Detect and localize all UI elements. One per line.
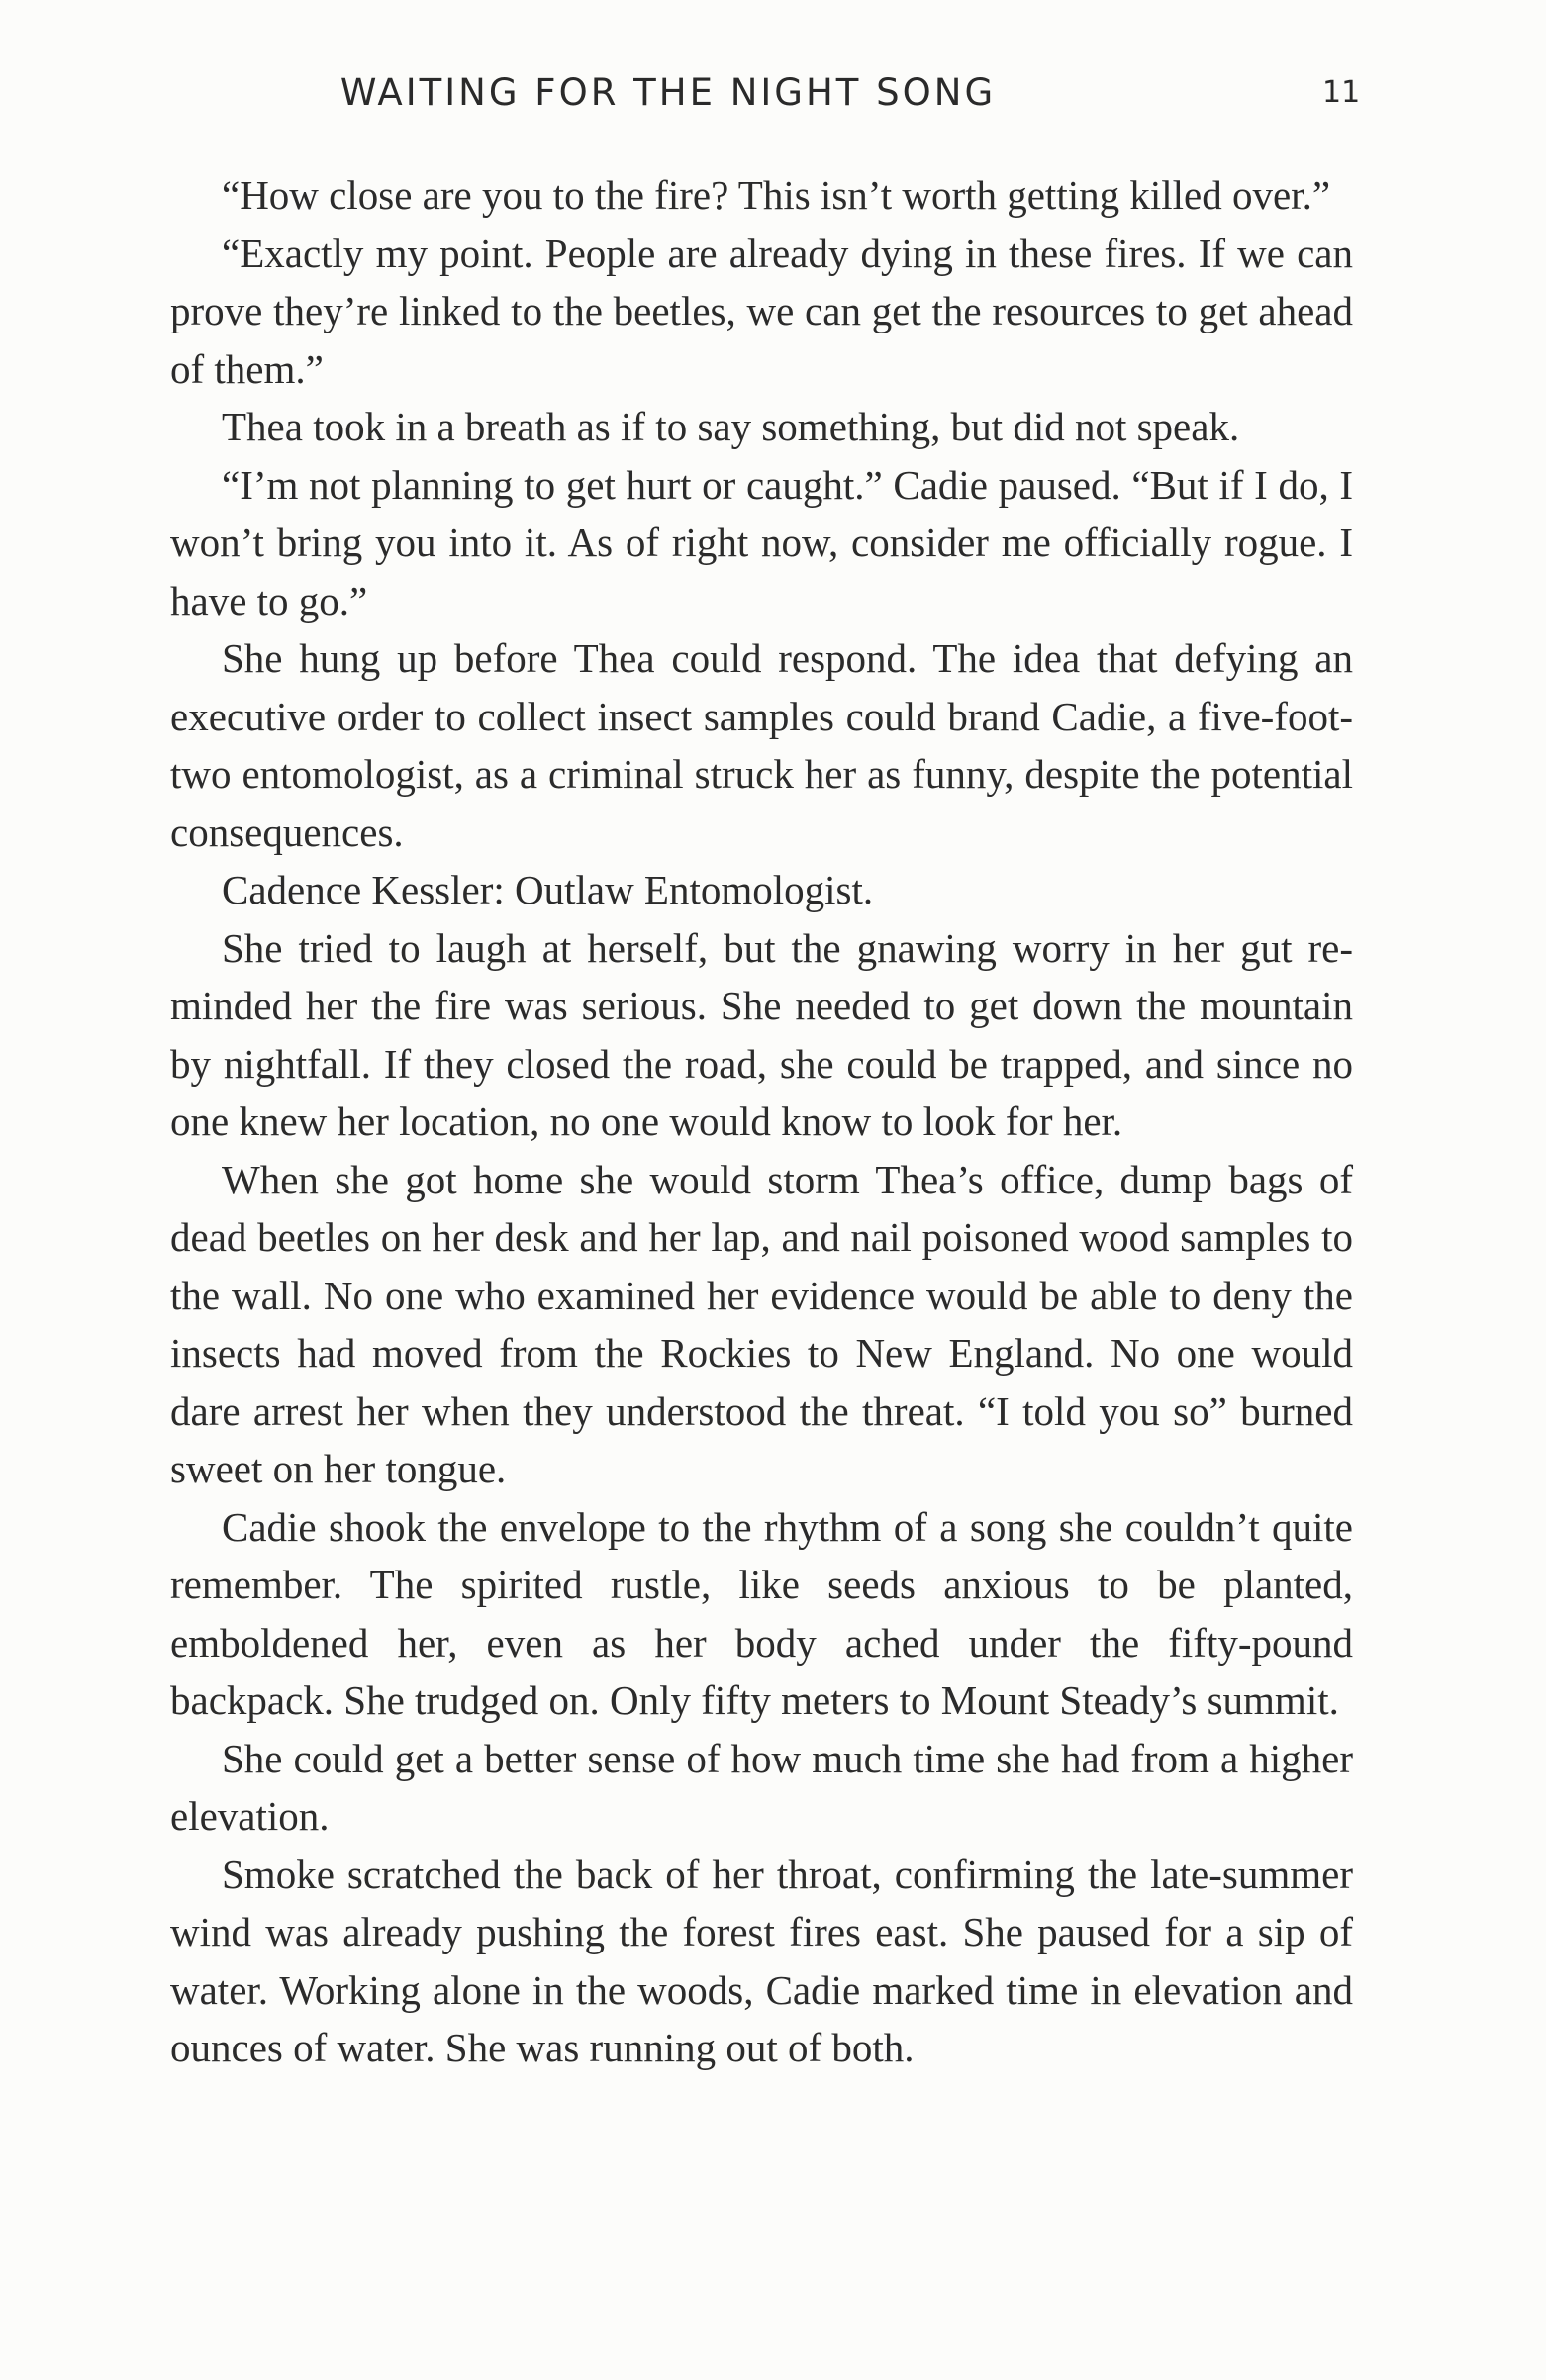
paragraph: Cadie shook the envelope to the rhythm of a song she couldn’t quite remember. The spirited rustle, like seeds anxious to be planted, emboldened her, even as her body ached under the fifty-pound backpack. She trudged on. Only fifty meters to Mount Steady’s summit.	[170, 1503, 1353, 1723]
paragraph: “I’m not planning to get hurt or caught.” Cadie paused. “But if I do, I won’t bring you into it. As of right now, consider me officially rogue. I have to go.”	[170, 461, 1353, 623]
paragraph: “How close are you to the fire? This isn’t worth getting killed over.”	[222, 172, 1331, 218]
paragraph: She tried to laugh at herself, but the gnawing worry in her gut reminded her the fire was serious. She needed to get down the mountain by nightfall. If they closed the road, she could be trapped, and since no one knew her location, no one would know to look for her.	[170, 924, 1353, 1144]
paragraph: Thea took in a breath as if to say something, but did not speak.	[222, 404, 1240, 449]
paragraph: When she got home she would storm Thea’s office, dump bags of dead beetles on her desk and her lap, and nail poisoned wood samples to the wall. No one who examined her evidence would be able to deny the insects had moved from the Rockies to New England. No one would dare arrest her when they understood the threat. “I told you so” burned sweet on her tongue.	[170, 1156, 1353, 1491]
paragraph: Smoke scratched the back of her throat, confirming the late-summer wind was already pushing the forest fires east. She paused for a sip of water. Working alone in the woods, Cadie marked time in elevation and ounces of water. She was running out of both.	[170, 1851, 1353, 2070]
page-number: 11	[1322, 75, 1361, 110]
paragraph: Cadence Kessler: Outlaw Entomologist.	[222, 867, 874, 912]
paragraph: She hung up before Thea could respond. The idea that defying an executive order to collect insect samples could brand Cadie, a five-foot-two entomologist, as a criminal struck her as funny, despite the potential consequences.	[170, 635, 1353, 855]
page-header	[0, 71, 1546, 121]
paragraph: She could get a better sense of how much time she had from a higher elevation.	[170, 1735, 1353, 1839]
paragraph: “Exactly my point. People are already dying in these fires. If we can prove they’re linked to the beetles, we can get the resources to get ahead of them.”	[170, 230, 1353, 392]
running-title: WAITING FOR THE NIGHT SONG	[339, 71, 997, 114]
body-text	[170, 166, 1353, 2077]
